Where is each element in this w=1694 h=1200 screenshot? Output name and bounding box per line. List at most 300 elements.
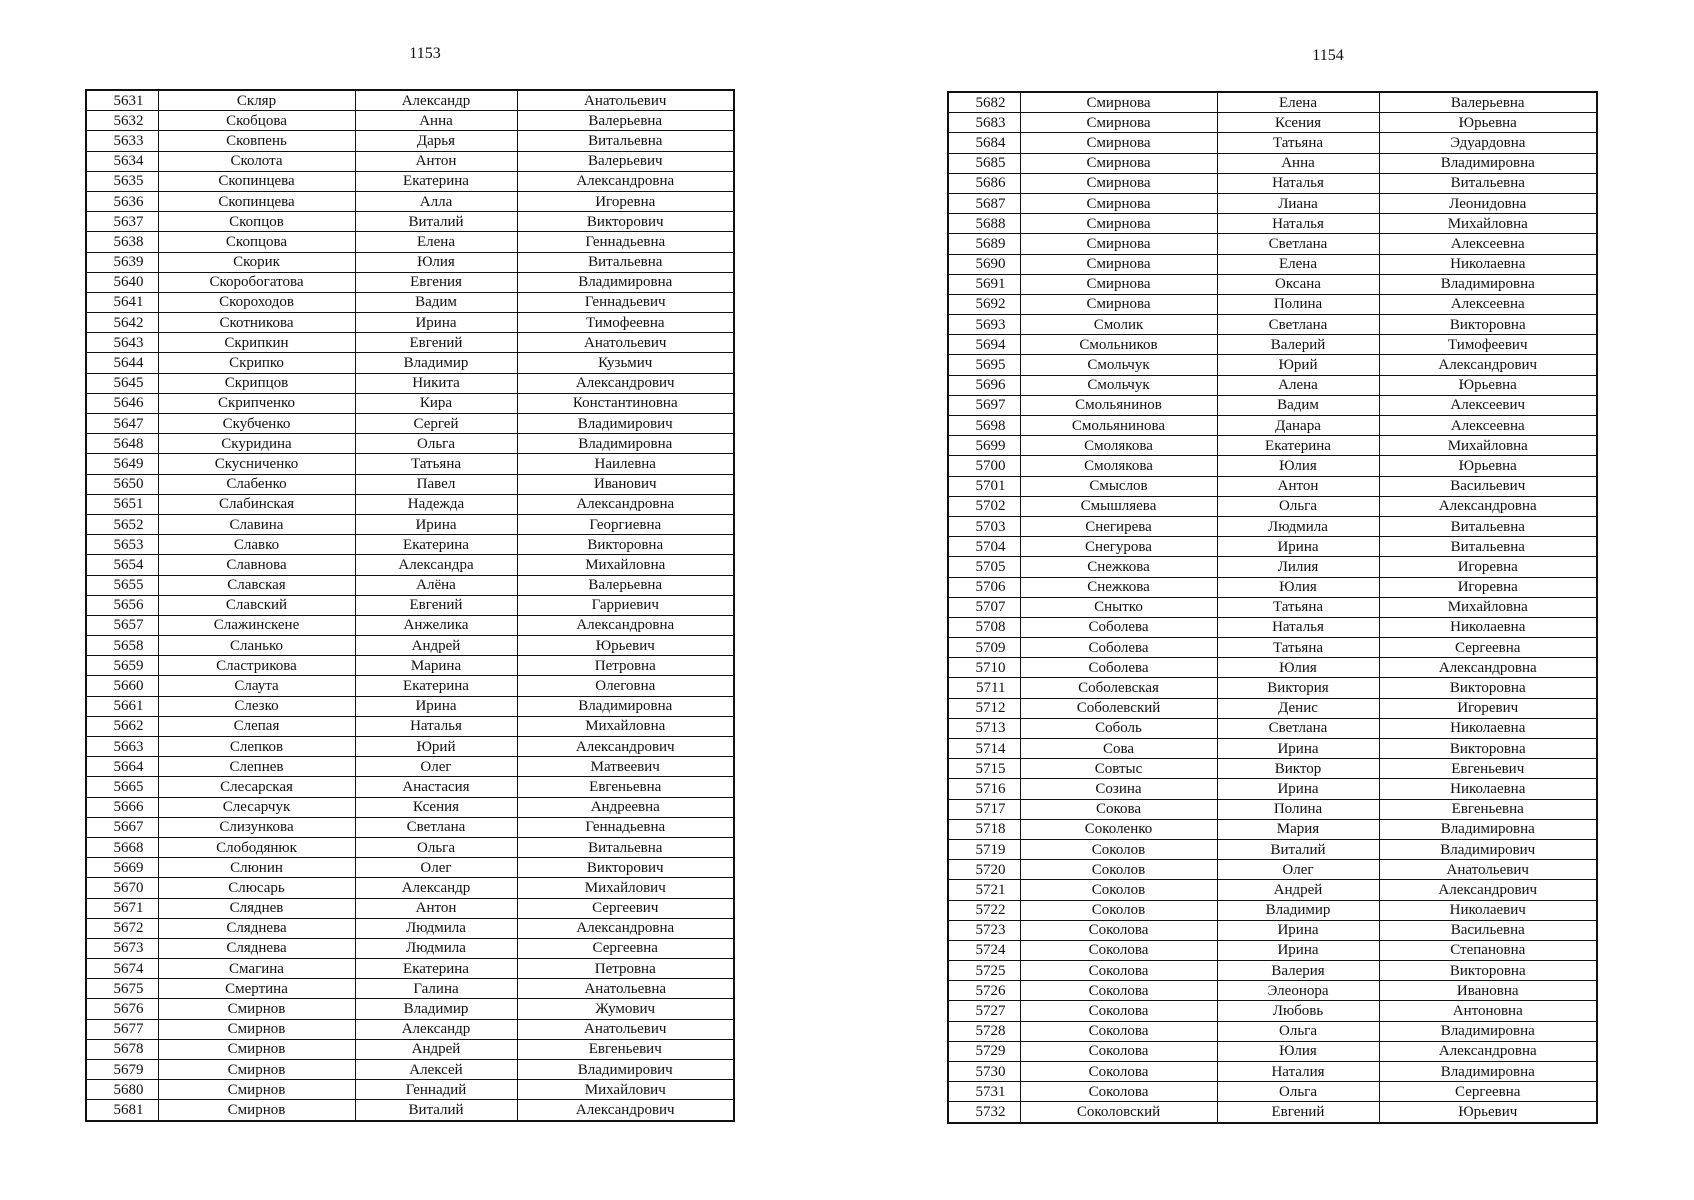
first-name-cell: Валерий bbox=[1217, 335, 1379, 355]
first-name-cell: Антон bbox=[1217, 476, 1379, 496]
entry-number-cell: 5718 bbox=[948, 819, 1020, 839]
surname-cell: Сластрикова bbox=[158, 656, 355, 676]
first-name-cell: Мария bbox=[1217, 819, 1379, 839]
patronymic-cell: Эдуардовна bbox=[1379, 133, 1597, 153]
first-name-cell: Алексей bbox=[355, 1060, 517, 1080]
surname-cell: Сколота bbox=[158, 151, 355, 171]
table-row bbox=[948, 638, 1597, 658]
table-row bbox=[86, 656, 734, 676]
surname-cell: Соболевская bbox=[1020, 678, 1217, 698]
entry-number-cell: 5706 bbox=[948, 577, 1020, 597]
first-name-cell: Татьяна bbox=[1217, 597, 1379, 617]
table-row bbox=[86, 313, 734, 333]
first-name-cell: Полина bbox=[1217, 799, 1379, 819]
table-row bbox=[948, 516, 1597, 536]
patronymic-cell: Анатольевич bbox=[517, 333, 734, 353]
surname-cell: Снегурова bbox=[1020, 537, 1217, 557]
table-row bbox=[86, 1019, 734, 1039]
patronymic-cell: Михайлович bbox=[517, 1080, 734, 1100]
patronymic-cell: Иванович bbox=[517, 474, 734, 494]
entry-number-cell: 5695 bbox=[948, 355, 1020, 375]
entry-number-cell: 5654 bbox=[86, 555, 158, 575]
entry-number-cell: 5716 bbox=[948, 779, 1020, 799]
surname-cell: Скорик bbox=[158, 252, 355, 272]
first-name-cell: Алена bbox=[1217, 375, 1379, 395]
table-row bbox=[86, 777, 734, 797]
table-row bbox=[948, 819, 1597, 839]
first-name-cell: Людмила bbox=[355, 938, 517, 958]
surname-cell: Соколова bbox=[1020, 1021, 1217, 1041]
entry-number-cell: 5709 bbox=[948, 638, 1020, 658]
surname-cell: Славская bbox=[158, 575, 355, 595]
first-name-cell: Александр bbox=[355, 878, 517, 898]
surname-cell: Соболь bbox=[1020, 718, 1217, 738]
surname-cell: Смирнова bbox=[1020, 254, 1217, 274]
entry-number-cell: 5649 bbox=[86, 454, 158, 474]
surname-cell: Скрипко bbox=[158, 353, 355, 373]
first-name-cell: Виталий bbox=[355, 212, 517, 232]
first-name-cell: Владимир bbox=[1217, 900, 1379, 920]
first-name-cell: Ксения bbox=[1217, 113, 1379, 133]
patronymic-cell: Владимировна bbox=[1379, 1021, 1597, 1041]
entry-number-cell: 5699 bbox=[948, 436, 1020, 456]
table-row bbox=[948, 476, 1597, 496]
surname-cell: Смирнова bbox=[1020, 234, 1217, 254]
table-row bbox=[948, 537, 1597, 557]
surname-cell: Слюнин bbox=[158, 858, 355, 878]
table-row bbox=[86, 615, 734, 635]
surname-cell: Соколова bbox=[1020, 940, 1217, 960]
first-name-cell: Олег bbox=[355, 858, 517, 878]
entry-number-cell: 5635 bbox=[86, 171, 158, 191]
surname-cell: Скрипкин bbox=[158, 333, 355, 353]
patronymic-cell: Александровна bbox=[517, 918, 734, 938]
patronymic-cell: Николаевич bbox=[1379, 900, 1597, 920]
table-row bbox=[948, 961, 1597, 981]
patronymic-cell: Витальевна bbox=[1379, 516, 1597, 536]
surname-cell: Соколова bbox=[1020, 961, 1217, 981]
surname-cell: Слепков bbox=[158, 737, 355, 757]
entry-number-cell: 5679 bbox=[86, 1060, 158, 1080]
table-row bbox=[86, 595, 734, 615]
entry-number-cell: 5644 bbox=[86, 353, 158, 373]
first-name-cell: Юлия bbox=[1217, 1041, 1379, 1061]
page-number: 1153 bbox=[409, 45, 441, 62]
table-row bbox=[948, 739, 1597, 759]
table-row bbox=[948, 1102, 1597, 1123]
entry-number-cell: 5678 bbox=[86, 1039, 158, 1059]
entry-number-cell: 5676 bbox=[86, 999, 158, 1019]
patronymic-cell: Валерьевна bbox=[517, 575, 734, 595]
surname-cell: Смирнов bbox=[158, 1019, 355, 1039]
patronymic-cell: Васильевна bbox=[1379, 920, 1597, 940]
first-name-cell: Анна bbox=[1217, 153, 1379, 173]
first-name-cell: Виталий bbox=[1217, 839, 1379, 859]
first-name-cell: Светлана bbox=[355, 817, 517, 837]
table-row bbox=[948, 839, 1597, 859]
table-row bbox=[86, 837, 734, 857]
first-name-cell: Наталья bbox=[1217, 214, 1379, 234]
surname-cell: Смольчук bbox=[1020, 355, 1217, 375]
first-name-cell: Светлана bbox=[1217, 718, 1379, 738]
first-name-cell: Людмила bbox=[355, 918, 517, 938]
entry-number-cell: 5633 bbox=[86, 131, 158, 151]
page-number: 1154 bbox=[1312, 47, 1344, 64]
first-name-cell: Евгений bbox=[1217, 1102, 1379, 1123]
patronymic-cell: Юрьевна bbox=[1379, 375, 1597, 395]
first-name-cell: Юлия bbox=[1217, 658, 1379, 678]
entry-number-cell: 5655 bbox=[86, 575, 158, 595]
surname-cell: Смирнова bbox=[1020, 294, 1217, 314]
surname-cell: Скуридина bbox=[158, 434, 355, 454]
first-name-cell: Любовь bbox=[1217, 1001, 1379, 1021]
surname-cell: Скотникова bbox=[158, 313, 355, 333]
patronymic-cell: Васильевич bbox=[1379, 476, 1597, 496]
table-row bbox=[948, 900, 1597, 920]
surname-cell: Скрипцов bbox=[158, 373, 355, 393]
patronymic-cell: Владимировна bbox=[517, 272, 734, 292]
entry-number-cell: 5650 bbox=[86, 474, 158, 494]
first-name-cell: Екатерина bbox=[355, 535, 517, 555]
first-name-cell: Екатерина bbox=[355, 171, 517, 191]
first-name-cell: Антон bbox=[355, 898, 517, 918]
table-row bbox=[86, 938, 734, 958]
first-name-cell: Ольга bbox=[355, 434, 517, 454]
entry-number-cell: 5638 bbox=[86, 232, 158, 252]
entry-number-cell: 5639 bbox=[86, 252, 158, 272]
surname-cell: Соболева bbox=[1020, 658, 1217, 678]
entry-number-cell: 5719 bbox=[948, 839, 1020, 859]
surname-cell: Смирнов bbox=[158, 1100, 355, 1121]
patronymic-cell: Викторовна bbox=[1379, 678, 1597, 698]
table-row bbox=[948, 658, 1597, 678]
first-name-cell: Алла bbox=[355, 191, 517, 211]
surname-cell: Слаута bbox=[158, 676, 355, 696]
first-name-cell: Виктория bbox=[1217, 678, 1379, 698]
surname-cell: Смирнов bbox=[158, 999, 355, 1019]
entry-number-cell: 5631 bbox=[86, 90, 158, 111]
surname-cell: Смолик bbox=[1020, 315, 1217, 335]
table-row bbox=[948, 294, 1597, 314]
first-name-cell: Павел bbox=[355, 474, 517, 494]
first-name-cell: Геннадий bbox=[355, 1080, 517, 1100]
table-row bbox=[948, 375, 1597, 395]
table-row bbox=[948, 779, 1597, 799]
entry-number-cell: 5657 bbox=[86, 615, 158, 635]
patronymic-cell: Анатольевич bbox=[517, 1019, 734, 1039]
entry-number-cell: 5672 bbox=[86, 918, 158, 938]
patronymic-cell: Сергеевна bbox=[517, 938, 734, 958]
entry-number-cell: 5698 bbox=[948, 416, 1020, 436]
entry-number-cell: 5646 bbox=[86, 393, 158, 413]
surname-cell: Славнова bbox=[158, 555, 355, 575]
first-name-cell: Юрий bbox=[355, 737, 517, 757]
entry-number-cell: 5729 bbox=[948, 1041, 1020, 1061]
table-row bbox=[86, 858, 734, 878]
first-name-cell: Марина bbox=[355, 656, 517, 676]
table-row bbox=[86, 676, 734, 696]
patronymic-cell: Александровна bbox=[1379, 658, 1597, 678]
table-row bbox=[86, 898, 734, 918]
table-row bbox=[86, 353, 734, 373]
surname-cell: Соколов bbox=[1020, 860, 1217, 880]
patronymic-cell: Владимировна bbox=[1379, 1062, 1597, 1082]
first-name-cell: Екатерина bbox=[355, 959, 517, 979]
first-name-cell: Ольга bbox=[1217, 1082, 1379, 1102]
table-row bbox=[948, 92, 1597, 113]
entry-number-cell: 5686 bbox=[948, 173, 1020, 193]
surname-cell: Соколова bbox=[1020, 1001, 1217, 1021]
entry-number-cell: 5641 bbox=[86, 292, 158, 312]
first-name-cell: Кира bbox=[355, 393, 517, 413]
first-name-cell: Антон bbox=[355, 151, 517, 171]
table-row bbox=[948, 335, 1597, 355]
first-name-cell: Александра bbox=[355, 555, 517, 575]
patronymic-cell: Витальевна bbox=[517, 131, 734, 151]
table-row bbox=[948, 133, 1597, 153]
first-name-cell: Юлия bbox=[1217, 456, 1379, 476]
first-name-cell: Никита bbox=[355, 373, 517, 393]
table-row bbox=[86, 979, 734, 999]
patronymic-cell: Тимофеевич bbox=[1379, 335, 1597, 355]
entry-number-cell: 5680 bbox=[86, 1080, 158, 1100]
patronymic-cell: Михайловна bbox=[1379, 597, 1597, 617]
entry-number-cell: 5665 bbox=[86, 777, 158, 797]
first-name-cell: Вадим bbox=[355, 292, 517, 312]
right-page bbox=[847, 0, 1694, 1200]
entry-number-cell: 5714 bbox=[948, 739, 1020, 759]
first-name-cell: Оксана bbox=[1217, 274, 1379, 294]
entry-number-cell: 5704 bbox=[948, 537, 1020, 557]
entry-number-cell: 5687 bbox=[948, 193, 1020, 213]
surname-cell: Смагина bbox=[158, 959, 355, 979]
first-name-cell: Ирина bbox=[1217, 940, 1379, 960]
table-row bbox=[948, 597, 1597, 617]
first-name-cell: Татьяна bbox=[355, 454, 517, 474]
patronymic-cell: Евгеньевич bbox=[517, 1039, 734, 1059]
patronymic-cell: Антоновна bbox=[1379, 1001, 1597, 1021]
surname-cell: Скобцова bbox=[158, 111, 355, 131]
surname-cell: Скоробогатова bbox=[158, 272, 355, 292]
surname-cell: Сляднева bbox=[158, 938, 355, 958]
entry-number-cell: 5666 bbox=[86, 797, 158, 817]
patronymic-cell: Николаевна bbox=[1379, 254, 1597, 274]
patronymic-cell: Михайловна bbox=[1379, 436, 1597, 456]
patronymic-cell: Владимировна bbox=[517, 434, 734, 454]
first-name-cell: Юрий bbox=[1217, 355, 1379, 375]
first-name-cell: Евгений bbox=[355, 595, 517, 615]
table-row bbox=[948, 214, 1597, 234]
table-row bbox=[948, 1001, 1597, 1021]
first-name-cell: Владимир bbox=[355, 353, 517, 373]
surname-cell: Слажинскене bbox=[158, 615, 355, 635]
surname-cell: Снежкова bbox=[1020, 557, 1217, 577]
table-row bbox=[86, 737, 734, 757]
entry-number-cell: 5715 bbox=[948, 759, 1020, 779]
patronymic-cell: Александрович bbox=[517, 373, 734, 393]
table-row bbox=[948, 557, 1597, 577]
surname-cell: Совтыс bbox=[1020, 759, 1217, 779]
surname-cell: Смирнова bbox=[1020, 173, 1217, 193]
surname-cell: Соколовский bbox=[1020, 1102, 1217, 1123]
entry-number-cell: 5689 bbox=[948, 234, 1020, 254]
patronymic-cell: Сергеевич bbox=[517, 898, 734, 918]
table-row bbox=[86, 514, 734, 534]
surname-cell: Смирнова bbox=[1020, 92, 1217, 113]
entry-number-cell: 5671 bbox=[86, 898, 158, 918]
first-name-cell: Ольга bbox=[1217, 1021, 1379, 1041]
first-name-cell: Наталья bbox=[1217, 617, 1379, 637]
entry-number-cell: 5692 bbox=[948, 294, 1020, 314]
entry-number-cell: 5727 bbox=[948, 1001, 1020, 1021]
entry-number-cell: 5659 bbox=[86, 656, 158, 676]
first-name-cell: Андрей bbox=[1217, 880, 1379, 900]
patronymic-cell: Викторовна bbox=[1379, 961, 1597, 981]
surname-cell: Славина bbox=[158, 514, 355, 534]
first-name-cell: Ксения bbox=[355, 797, 517, 817]
table-row bbox=[86, 636, 734, 656]
table-row bbox=[948, 920, 1597, 940]
entry-number-cell: 5705 bbox=[948, 557, 1020, 577]
patronymic-cell: Алексеевна bbox=[1379, 294, 1597, 314]
names-table-body bbox=[948, 92, 1597, 1123]
surname-cell: Смольянинова bbox=[1020, 416, 1217, 436]
patronymic-cell: Александровна bbox=[1379, 496, 1597, 516]
patronymic-cell: Михайловна bbox=[517, 555, 734, 575]
patronymic-cell: Алексеевич bbox=[1379, 395, 1597, 415]
table-row bbox=[86, 575, 734, 595]
surname-cell: Смольников bbox=[1020, 335, 1217, 355]
patronymic-cell: Александровна bbox=[517, 171, 734, 191]
patronymic-cell: Леонидовна bbox=[1379, 193, 1597, 213]
entry-number-cell: 5720 bbox=[948, 860, 1020, 880]
entry-number-cell: 5653 bbox=[86, 535, 158, 555]
table-row bbox=[86, 232, 734, 252]
patronymic-cell: Евгеньевич bbox=[1379, 759, 1597, 779]
table-row bbox=[86, 797, 734, 817]
first-name-cell: Ирина bbox=[1217, 739, 1379, 759]
surname-cell: Скороходов bbox=[158, 292, 355, 312]
table-row bbox=[86, 151, 734, 171]
entry-number-cell: 5647 bbox=[86, 414, 158, 434]
patronymic-cell: Владимировна bbox=[1379, 819, 1597, 839]
entry-number-cell: 5673 bbox=[86, 938, 158, 958]
first-name-cell: Евгений bbox=[355, 333, 517, 353]
surname-cell: Соболева bbox=[1020, 617, 1217, 637]
entry-number-cell: 5681 bbox=[86, 1100, 158, 1121]
surname-cell: Смирнов bbox=[158, 1080, 355, 1100]
surname-cell: Слесарчук bbox=[158, 797, 355, 817]
patronymic-cell: Владимировна bbox=[1379, 274, 1597, 294]
first-name-cell: Ирина bbox=[1217, 779, 1379, 799]
table-row bbox=[86, 817, 734, 837]
first-name-cell: Ольга bbox=[355, 837, 517, 857]
patronymic-cell: Викторович bbox=[517, 858, 734, 878]
entry-number-cell: 5712 bbox=[948, 698, 1020, 718]
entry-number-cell: 5643 bbox=[86, 333, 158, 353]
table-row bbox=[86, 292, 734, 312]
surname-cell: Соколов bbox=[1020, 839, 1217, 859]
surname-cell: Смирнова bbox=[1020, 214, 1217, 234]
table-row bbox=[86, 272, 734, 292]
patronymic-cell: Александровна bbox=[517, 615, 734, 635]
entry-number-cell: 5696 bbox=[948, 375, 1020, 395]
surname-cell: Скопинцева bbox=[158, 191, 355, 211]
patronymic-cell: Игоревна bbox=[1379, 557, 1597, 577]
entry-number-cell: 5658 bbox=[86, 636, 158, 656]
surname-cell: Слабинская bbox=[158, 494, 355, 514]
entry-number-cell: 5724 bbox=[948, 940, 1020, 960]
surname-cell: Соколов bbox=[1020, 880, 1217, 900]
surname-cell: Смолякова bbox=[1020, 456, 1217, 476]
table-row bbox=[86, 1100, 734, 1121]
patronymic-cell: Алексеевна bbox=[1379, 234, 1597, 254]
table-row bbox=[86, 535, 734, 555]
first-name-cell: Полина bbox=[1217, 294, 1379, 314]
patronymic-cell: Александрович bbox=[1379, 355, 1597, 375]
entry-number-cell: 5691 bbox=[948, 274, 1020, 294]
patronymic-cell: Наилевна bbox=[517, 454, 734, 474]
entry-number-cell: 5700 bbox=[948, 456, 1020, 476]
entry-number-cell: 5660 bbox=[86, 676, 158, 696]
patronymic-cell: Михайлович bbox=[517, 878, 734, 898]
patronymic-cell: Александровна bbox=[517, 494, 734, 514]
first-name-cell: Светлана bbox=[1217, 234, 1379, 254]
table-row bbox=[948, 436, 1597, 456]
patronymic-cell: Петровна bbox=[517, 959, 734, 979]
first-name-cell: Андрей bbox=[355, 1039, 517, 1059]
table-row bbox=[86, 414, 734, 434]
patronymic-cell: Алексеевна bbox=[1379, 416, 1597, 436]
entry-number-cell: 5664 bbox=[86, 757, 158, 777]
surname-cell: Сляднева bbox=[158, 918, 355, 938]
surname-cell: Смирнова bbox=[1020, 113, 1217, 133]
table-row bbox=[948, 1062, 1597, 1082]
patronymic-cell: Кузьмич bbox=[517, 353, 734, 373]
surname-cell: Сковпень bbox=[158, 131, 355, 151]
patronymic-cell: Ивановна bbox=[1379, 981, 1597, 1001]
patronymic-cell: Валерьевич bbox=[517, 151, 734, 171]
patronymic-cell: Юрьевна bbox=[1379, 113, 1597, 133]
surname-cell: Смолякова bbox=[1020, 436, 1217, 456]
entry-number-cell: 5636 bbox=[86, 191, 158, 211]
surname-cell: Скубченко bbox=[158, 414, 355, 434]
surname-cell: Смирнов bbox=[158, 1039, 355, 1059]
patronymic-cell: Валерьевна bbox=[1379, 92, 1597, 113]
table-row bbox=[948, 315, 1597, 335]
surname-cell: Скусниченко bbox=[158, 454, 355, 474]
table-row bbox=[948, 981, 1597, 1001]
first-name-cell: Ольга bbox=[1217, 496, 1379, 516]
first-name-cell: Елена bbox=[355, 232, 517, 252]
patronymic-cell: Александровна bbox=[1379, 1041, 1597, 1061]
patronymic-cell: Викторовна bbox=[517, 535, 734, 555]
first-name-cell: Наталия bbox=[1217, 1062, 1379, 1082]
surname-cell: Созина bbox=[1020, 779, 1217, 799]
table-row bbox=[86, 716, 734, 736]
table-row bbox=[86, 696, 734, 716]
entry-number-cell: 5717 bbox=[948, 799, 1020, 819]
table-row bbox=[948, 880, 1597, 900]
surname-cell: Смышляева bbox=[1020, 496, 1217, 516]
surname-cell: Соколова bbox=[1020, 920, 1217, 940]
patronymic-cell: Анатольевна bbox=[517, 979, 734, 999]
surname-cell: Снытко bbox=[1020, 597, 1217, 617]
patronymic-cell: Степановна bbox=[1379, 940, 1597, 960]
first-name-cell: Екатерина bbox=[1217, 436, 1379, 456]
names-table bbox=[947, 91, 1598, 1124]
table-row bbox=[86, 474, 734, 494]
